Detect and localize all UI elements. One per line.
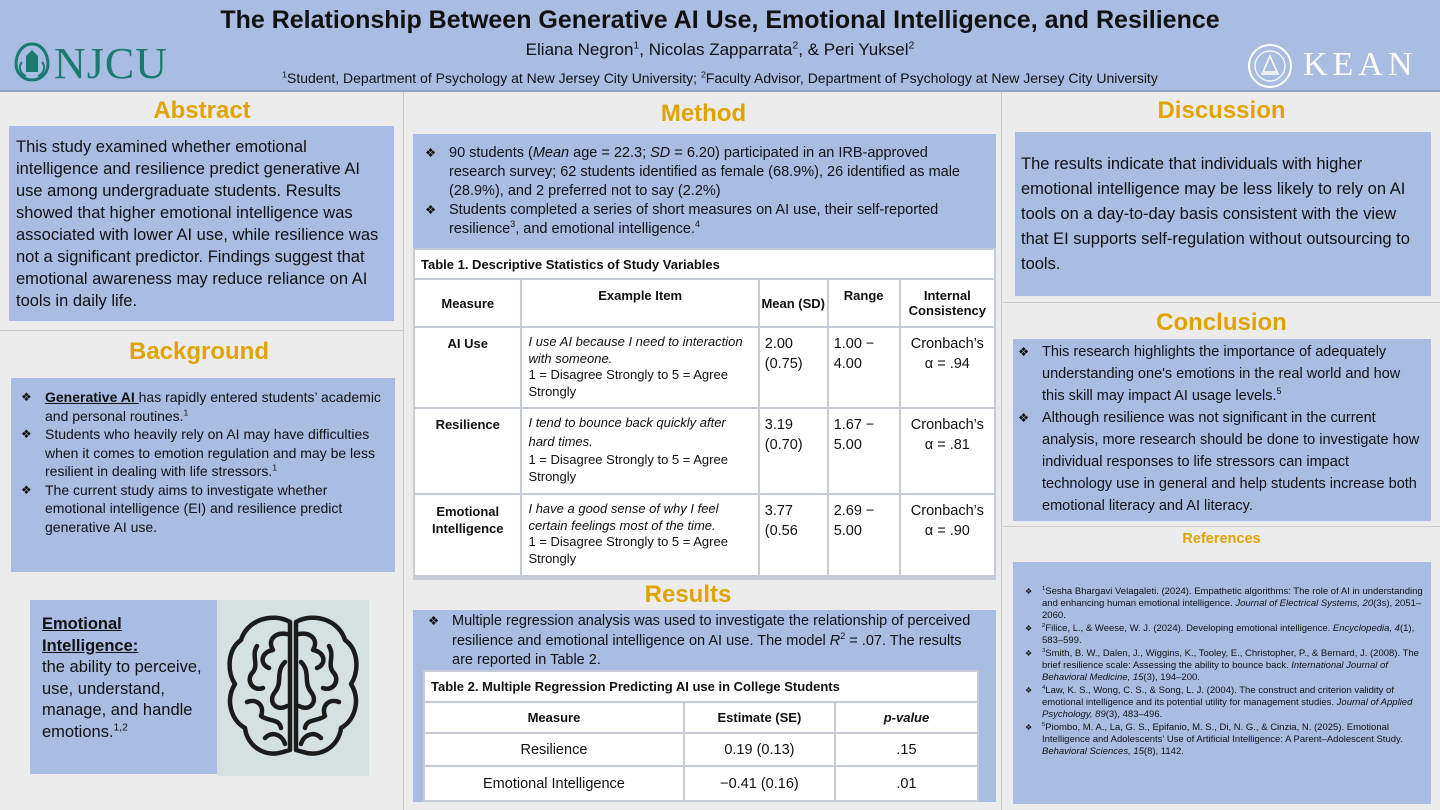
poster-title: The Relationship Between Generative AI Use, Emotional Intelligence, and Resilience (220, 6, 1220, 34)
reference-text: (8), 1142. (1143, 746, 1184, 757)
method-text: = 6.20) participated in an IRB-approved research survey; 62 students identified as female (68.9%), 26 identified as male (28.9%), and 2 preferred not to say (2.2%) (449, 145, 960, 199)
ei-term: Emotional Intelligence: (42, 615, 139, 655)
reference-text: Sesha Bhargavi Velagaleti. (2024). Empathetic algorithms: The role of AI in understanding and enhancing human emotional intelligence. (1042, 586, 1423, 609)
conclusion-text: Although resilience was not significant in the current analysis, more research should be done to investigate how individual responses to life stressors can impact technology use in general and help students increase both emotional literacy and AI literacy. (1042, 410, 1420, 514)
method-list (425, 144, 984, 239)
table-header: Internal Consistency (901, 280, 994, 326)
references-title: References (1182, 531, 1261, 547)
reference-sup: 5 (1042, 721, 1046, 728)
reference-journal: Encyclopedia, 4 (1332, 623, 1400, 634)
reference-sup: 1 (1042, 585, 1046, 592)
reference-list (1025, 586, 1423, 758)
generative-ai-term: Generative AI (45, 389, 139, 405)
table-cell-mean: 3.77 (0.56 (760, 495, 827, 575)
reference-item (1025, 722, 1423, 758)
author-name: Eliana Negron (525, 40, 634, 59)
table-cell-alpha: Cronbach’s α = .90 (901, 495, 994, 575)
author-sup: 1 (633, 39, 640, 52)
conclusion-list (1018, 341, 1423, 517)
reference-text: (3), 194–200. (1143, 672, 1200, 683)
reference-sup: 3 (1042, 647, 1046, 654)
table-cell-range: 1.67 − 5.00 (829, 409, 899, 493)
reference-text: (1), 583–599. (1042, 623, 1415, 646)
regression-table (423, 670, 979, 802)
affil-sup-2: 2 (700, 69, 706, 80)
table-cell-measure: Emotional Intelligence (425, 767, 683, 800)
reference-text: (3), 483–496. (1105, 709, 1163, 720)
example-item: I have a good sense of why I feel certain feelings most of the time. (528, 501, 719, 533)
mean-label: Mean (532, 145, 570, 161)
reference-text: (3s), 2051–2060. (1042, 598, 1422, 621)
table-cell-measure: Emotional Intelligence (415, 495, 520, 575)
divider (0, 330, 404, 331)
ei-definition: the ability to perceive, use, understand, manage, and handle emotions. (42, 658, 202, 741)
results-text: Multiple regression analysis was used to investigate the relationship of perceived resilience and emotional intelligence on AI use. The model (452, 613, 971, 649)
list-item (1018, 407, 1423, 517)
method-text: age = 22.3; (569, 145, 651, 161)
left-column (0, 92, 404, 810)
author-name: Nicolas Zapparrata (648, 40, 793, 59)
table-cell-measure: Resilience (425, 734, 683, 765)
citation-sup: 3 (510, 219, 516, 230)
table-cell-range: 1.00 − 4.00 (829, 328, 899, 407)
reference-journal: Journal of Electrical Systems, 20 (1235, 598, 1374, 609)
table1-frame (413, 248, 996, 580)
affil-text-2: Faculty Advisor, Department of Psychology at New Jersey City University (705, 70, 1158, 86)
table-header: Estimate (SE) (685, 703, 834, 732)
author-sep: , & (798, 40, 824, 59)
author-list (0, 40, 1440, 60)
table2-frame (423, 670, 979, 802)
scale-text: 1 = Disagree Strongly to 5 = Agree Strongly (528, 452, 728, 484)
reference-journal: Journal of Applied Psychology, 89 (1042, 697, 1413, 720)
reference-text: Law, K. S., Wong, C. S., & Song, L. J. (2004). The construct and criterion validity of emotional intelligence and its potential utility for management studies. (1042, 685, 1394, 708)
author-sep: , (639, 40, 649, 59)
author-name: Peri Yuksel (823, 40, 909, 59)
table-cell-mean: 3.19 (0.70) (760, 409, 827, 493)
right-column (1003, 92, 1440, 810)
table-cell-measure: Resilience (415, 409, 520, 493)
middle-column (405, 92, 1002, 810)
table-cell-item (522, 328, 757, 407)
results-list (428, 612, 972, 671)
sd-label: SD (650, 145, 671, 161)
list-item (428, 612, 972, 671)
scale-text: 1 = Disagree Strongly to 5 = Agree Strongly (528, 367, 728, 399)
results-title: Results (644, 581, 732, 608)
conclusion-title: Conclusion (1156, 309, 1287, 336)
ei-definition-box (30, 600, 217, 774)
table-header: Measure (415, 280, 520, 326)
list-item (1018, 341, 1423, 407)
reference-journal: Behavioral Sciences, 15 (1042, 746, 1144, 757)
njcu-wordmark: NJCU (54, 39, 169, 88)
citation-sup: 1 (272, 462, 278, 473)
reference-journal: International Journal of Behavioral Medicine, 15 (1042, 660, 1388, 683)
table-cell-alpha: Cronbach’s α = .81 (901, 409, 994, 493)
reference-text: Piombo, M. A., La, G. S., Epifanio, M. S., Di, N. G., & Cinzia, N. (2025). Emotional Intelligence and Adolescents’ Use of Artificial Intelligence: A Parent–Adolescent Study. (1042, 722, 1403, 745)
table2-caption: Table 2. Multiple Regression Predicting AI use in College Students (425, 672, 977, 701)
table-cell-item (522, 495, 757, 575)
brain-icon (217, 600, 369, 776)
affiliation-line (0, 70, 1440, 86)
list-item-text: has rapidly entered students’ academic and personal routines. (45, 389, 381, 424)
table-cell-p: .15 (836, 734, 977, 765)
table-header: Range (829, 280, 899, 326)
affil-sup-1: 1 (282, 69, 287, 80)
table-header: Mean (SD) (760, 280, 827, 326)
reference-item (1025, 586, 1423, 622)
citation-sup: 4 (695, 219, 701, 230)
poster-header (0, 0, 1440, 92)
table-cell-item (522, 409, 757, 493)
descriptive-stats-table (413, 248, 996, 577)
divider (1003, 302, 1440, 303)
author-sup: 2 (908, 39, 915, 52)
kean-wordmark: KEAN (1303, 46, 1418, 83)
conclusion-text: This research highlights the importance of adequately understanding one's emotions in the real world and how this skill may impact AI usage levels. (1042, 344, 1401, 404)
method-text: Students completed a series of short measures on AI use, their self-reported resilience (449, 202, 939, 237)
discussion-title: Discussion (1157, 97, 1286, 124)
reference-item (1025, 648, 1423, 684)
citation-sup: 1,2 (113, 722, 128, 733)
list-item-text: The current study aims to investigate whether emotional intelligence (EI) and resilience predict generative AI use. (45, 481, 343, 535)
table-header: Example Item (522, 280, 757, 326)
method-text: , and emotional intelligence. (515, 221, 696, 237)
abstract-box (9, 126, 394, 321)
list-item-text: Students who heavily rely on AI may have difficulties when it comes to emotion regulation and may be less resilient in dealing with life stressors. (45, 426, 375, 479)
table-header: p-value (836, 703, 977, 732)
example-item: I tend to bounce back quickly after hard times. (528, 415, 726, 449)
references-box (1013, 562, 1431, 804)
example-item: I use AI because I need to interaction with someone. (528, 334, 743, 366)
kean-seal-icon (1245, 42, 1295, 90)
reference-sup: 4 (1042, 684, 1046, 691)
r-squared-label: R (829, 632, 841, 649)
list-item (21, 425, 387, 481)
r-squared-sup: 2 (840, 630, 846, 641)
reference-text: Filice, L., & Weese, W. J. (2024). Developing emotional intelligence. (1045, 623, 1333, 634)
author-sup: 2 (792, 39, 799, 52)
abstract-title: Abstract (153, 97, 251, 124)
kean-logo (1245, 42, 1430, 90)
discussion-text: The results indicate that individuals with higher emotional intelligence may be less likely to rely on AI tools on a day-to-day basis consistent with the view that EI supports self-regulation without outsourcing to tools. (1021, 155, 1410, 273)
background-title: Background (128, 338, 269, 365)
table-cell-estimate: −0.41 (0.16) (685, 767, 834, 800)
list-item (21, 388, 387, 425)
method-title: Method (660, 100, 747, 127)
brain-image (217, 600, 369, 776)
list-item (21, 481, 387, 537)
table-cell-alpha: Cronbach’s α = .94 (901, 328, 994, 407)
background-box (11, 378, 395, 572)
divider (1003, 526, 1440, 527)
reference-item (1025, 685, 1423, 721)
citation-sup: 5 (1276, 386, 1282, 397)
list-item (425, 201, 984, 239)
discussion-box (1015, 132, 1431, 296)
reference-text: Smith, B. W., Dalen, J., Wiggins, K., Tooley, E., Christopher, P., & Bernard, J. (2008). The brief resilience scale: Assessing the ability to bounce back. (1042, 648, 1419, 671)
citation-sup: 1 (183, 406, 189, 417)
table-header: Measure (425, 703, 683, 732)
results-text: = .07. The results are reported in Table 2. (452, 632, 962, 668)
table-cell-range: 2.69 − 5.00 (829, 495, 899, 575)
scale-text: 1 = Disagree Strongly to 5 = Agree Strongly (528, 534, 728, 566)
table-cell-p: .01 (836, 767, 977, 800)
reference-item (1025, 623, 1423, 647)
table-cell-measure: AI Use (415, 328, 520, 407)
table-cell-estimate: 0.19 (0.13) (685, 734, 834, 765)
affil-text-1: Student, Department of Psychology at New Jersey City University; (286, 70, 701, 86)
background-list (21, 388, 387, 536)
reference-sup: 2 (1042, 622, 1046, 629)
method-text: 90 students ( (449, 145, 533, 161)
abstract-text: This study examined whether emotional intelligence and resilience predict generative AI use among undergraduate students. Results showed that higher emotional intelligence was associated with lower AI use, while resilience was not a significant predictor. Findings suggest that emotional awareness may reduce reliance on AI tools in daily life. (16, 138, 379, 310)
conclusion-box (1013, 339, 1431, 521)
table1-caption: Table 1. Descriptive Statistics of Study Variables (415, 250, 994, 278)
table-cell-mean: 2.00 (0.75) (760, 328, 827, 407)
list-item (425, 144, 984, 201)
